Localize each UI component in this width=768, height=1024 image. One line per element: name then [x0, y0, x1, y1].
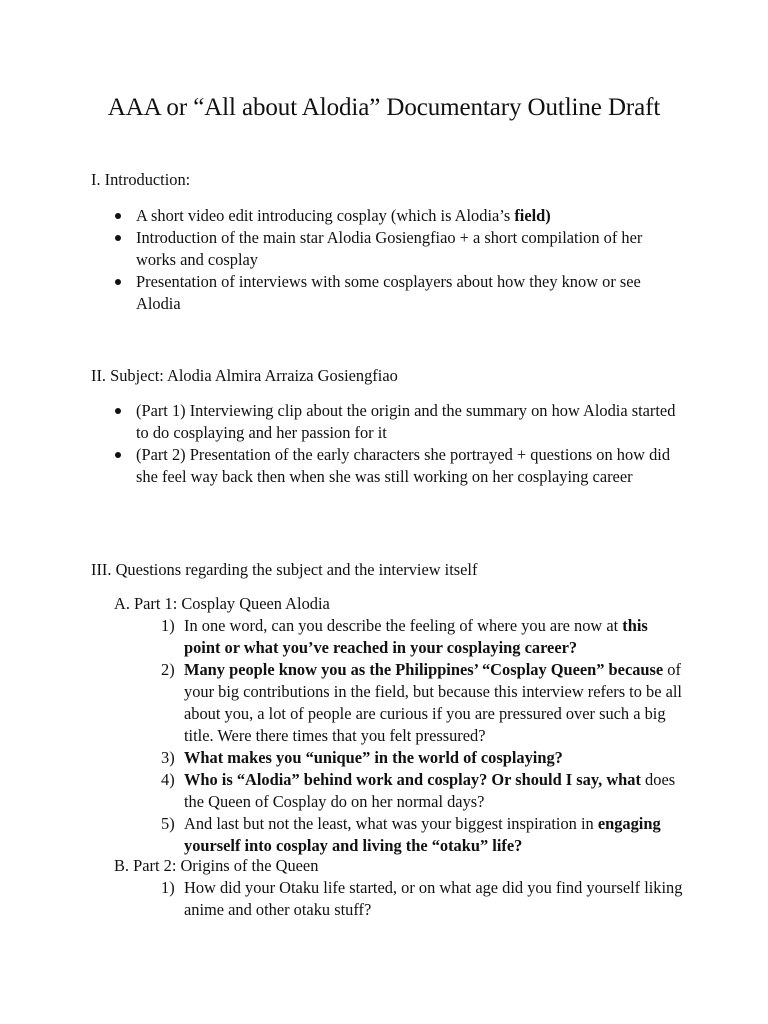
section-heading-subject: II. Subject: Alodia Almira Arraiza Gosiengfiao: [91, 366, 398, 385]
list-item-text: Presentation of interviews with some cosplayers about how they know or see Alodia: [136, 272, 641, 313]
question-number: 1): [161, 616, 175, 635]
question-item: [0, 615, 768, 659]
part-a-label: A. Part 1: Cosplay Queen Alodia: [114, 594, 330, 613]
list-item-text: A short video edit introducing cosplay (which is Alodia’s: [136, 206, 515, 225]
question-text: In one word, can you describe the feeling of where you are now at: [184, 616, 623, 635]
question-bold-text: What makes you “unique” in the world of cosplaying?: [184, 748, 563, 767]
part-b-label: B. Part 2: Origins of the Queen: [114, 856, 319, 875]
introduction-bullet-list: [0, 205, 768, 315]
list-item: [0, 444, 768, 488]
question-number: 2): [161, 660, 175, 679]
question-rest-text: does the Queen of Cosplay do on her normal days?: [184, 770, 676, 811]
part-b-question-list: [0, 877, 768, 921]
subject-bullet-list: [0, 400, 768, 488]
question-item: [0, 769, 768, 813]
question-item: [0, 813, 768, 857]
question-rest-text: of your big contributions in the field, but because this interview refers to be all about you, a lot of people are curious if you are pressured over such a big title. Were there times that you felt pressured?: [184, 660, 682, 745]
list-item-text: Introduction of the main star Alodia Gosiengfiao + a short compilation of her works and cosplay: [136, 228, 643, 269]
list-item: [0, 400, 768, 444]
question-number: 3): [161, 748, 175, 767]
list-item-text: (Part 2) Presentation of the early characters she portrayed + questions on how did she feel way back then when she was still working on her cosplaying career: [136, 445, 671, 486]
question-text: How did your Otaku life started, or on what age did you find yourself liking anime and other otaku stuff?: [184, 878, 683, 919]
section-heading-introduction: I. Introduction:: [91, 170, 191, 189]
question-item: [0, 747, 768, 769]
question-bold-text: Many people know you as the Philippines’ “Cosplay Queen” because: [184, 660, 664, 679]
question-text: And last but not the least, what was your biggest inspiration in: [184, 814, 598, 833]
question-bold-text: this point or what you’ve reached in your cosplaying career?: [184, 616, 648, 657]
document-title: AAA or “All about Alodia” Documentary Outline Draft: [107, 94, 661, 121]
list-item: [0, 205, 768, 227]
list-item-text: (Part 1) Interviewing clip about the origin and the summary on how Alodia started to do cosplaying and her passion for it: [136, 401, 676, 442]
list-item: [0, 227, 768, 271]
part-a-question-list: [0, 615, 768, 857]
question-item: [0, 659, 768, 747]
question-number: 1): [161, 878, 175, 897]
question-item: [0, 877, 768, 921]
question-bold-text: Who is “Alodia” behind work and cosplay? Or should I say, what: [184, 770, 641, 789]
question-number: 5): [161, 814, 175, 833]
section-heading-questions: III. Questions regarding the subject and the interview itself: [91, 560, 478, 579]
question-number: 4): [161, 770, 175, 789]
question-bold-text: engaging yourself into cosplay and living the “otaku” life?: [184, 814, 661, 855]
list-item: [0, 271, 768, 315]
list-item-bold-text: field): [514, 206, 551, 225]
